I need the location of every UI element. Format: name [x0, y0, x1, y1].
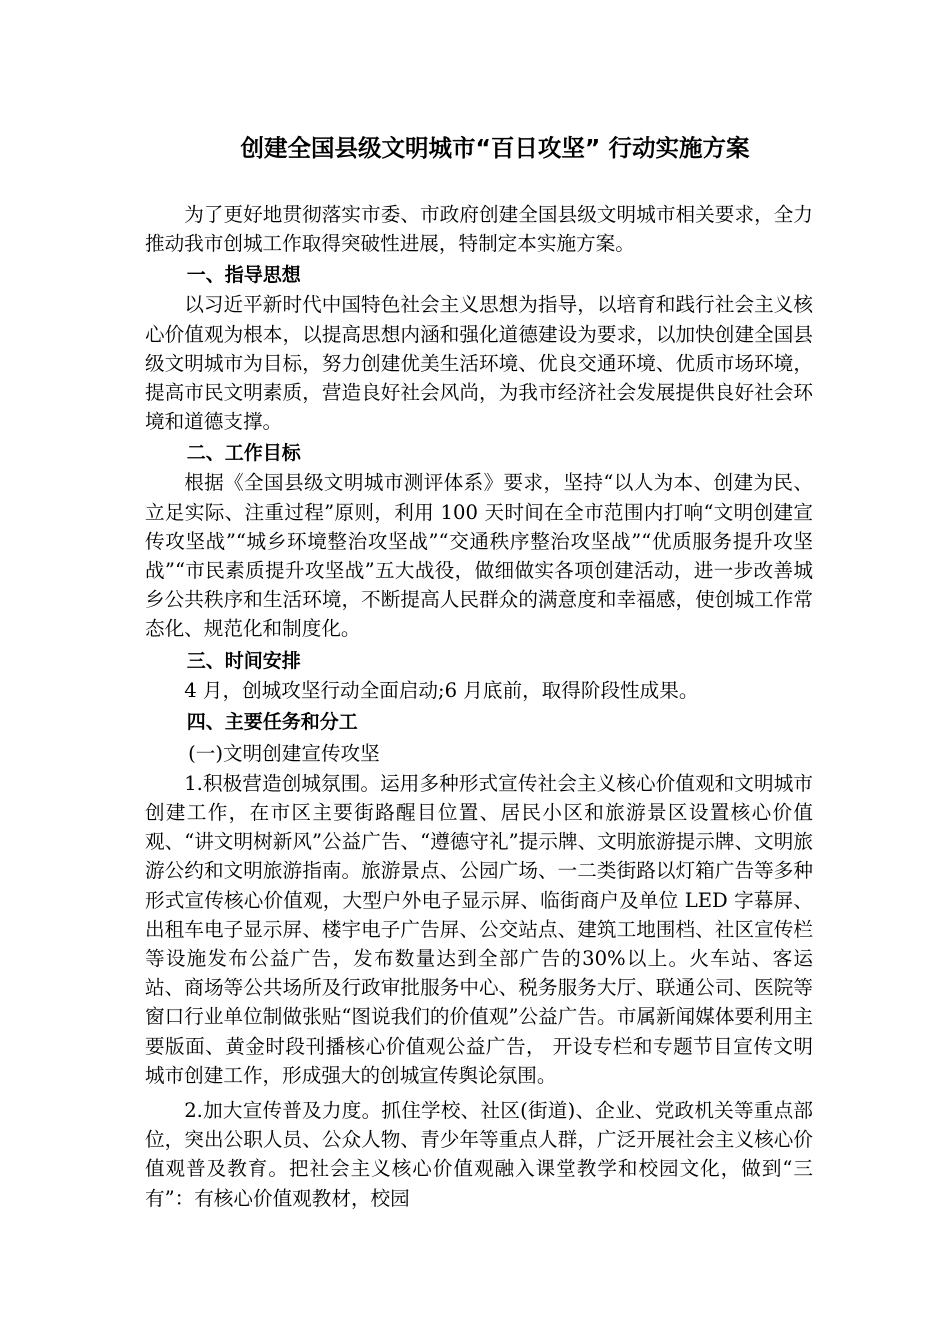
section-text-guiding-ideology: 以习近平新时代中国特色社会主义思想为指导，以培育和践行社会主义核心价值观为根本，以提高思想内涵和强化道德建设为要求，以加快创建全国县级文明城市为目标，努力创建优美生活环境、优良交通环境、优质市场环境，提高市民文明素质，营造良好社会风尚，为我市经济社会发展提供良好社会环境和道德支撑。 — [145, 293, 813, 434]
section-text-schedule: 4 月，创城攻坚行动全面启动;6 月底前，取得阶段性成果。 — [184, 678, 699, 702]
section-text-work-goals: 根据《全国县级文明城市测评体系》要求，坚持“以人为本、创建为民、立足实际、注重过程”原则，利用 100 天时间在全市范围内打响“文明创建宣传攻坚战”“城乡环境整治攻坚战”“交通秩序整治攻坚战”“优质服务提升攻坚战”“市民素质提升攻坚战”五大战役，做细做实各项创建活动，进一步改善城乡公共秩序和生活环境，不断提高人民群众的满意度和幸福感，使创城工作常态化、规范化和制度化。 — [145, 471, 813, 641]
document-page — [145, 128, 813, 1213]
section-heading-work-goals: 二、工作目标 — [186, 442, 301, 465]
intro-paragraph: 为了更好地贯彻落实市委、市政府创建全国县级文明城市相关要求，全力推动我市创城工作取得突破性进展，特制定本实施方案。 — [145, 203, 813, 256]
subsection-heading-publicity: (一)文明创建宣传攻坚 — [188, 741, 380, 765]
document-title: 创建全国县级文明城市“百日攻坚” 行动实施方案 — [240, 134, 750, 162]
task-item: 2.加大宣传普及力度。抓住学校、社区(街道)、企业、党政机关等重点部位，突出公职人员、公众人物、青少年等重点人群，广泛开展社会主义核心价值观普及教育。把社会主义核心价值观融入课堂教学和校园文化，做到“三有”：有核心价值观教材，校园 — [145, 1099, 813, 1210]
section-heading-schedule: 三、时间安排 — [186, 649, 301, 672]
section-heading-guiding-ideology: 一、指导思想 — [186, 264, 301, 287]
section-heading-main-tasks: 四、主要任务和分工 — [186, 710, 358, 733]
task-item: 1.积极营造创城氛围。运用多种形式宣传社会主义核心价值观和文明城市创建工作，在市区主要街路醒目位置、居民小区和旅游景区设置核心价值观、“讲文明树新风”公益广告、“遵德守礼”提示牌、文明旅游提示牌、文明旅游公约和文明旅游指南。旅游景点、公园广场、一二类街路以灯箱广告等多种形式宣传核心价值观，大型户外电子显示屏、临街商户及单位 LED 字幕屏、出租车电子显示屏、楼宇电子广告屏、公交站点、建筑工地围档、社区宣传栏等设施发布公益广告，发布数量达到全部广告的30%以上。火车站、客运站、商场等公共场所及行政审批服务中心、税务服务大厅、联通公司、医院等窗口行业单位制做张贴“图说我们的价值观”公益广告。市属新闻媒体要利用主要版面、黄金时段刊播核心价值观公益广告， 开设专栏和专题节目宣传文明城市创建工作，形成强大的创城宣传舆论氛围。 — [145, 771, 813, 1087]
